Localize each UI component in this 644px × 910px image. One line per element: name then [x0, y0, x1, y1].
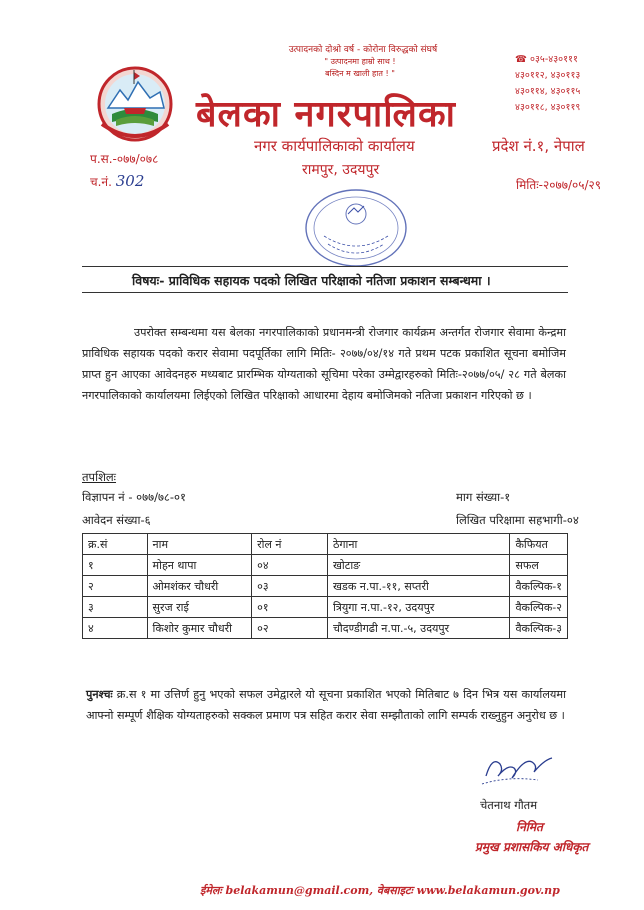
col-header-serial: क्र.सं	[83, 534, 148, 555]
email-label: ईमेलः	[200, 884, 222, 897]
signer-name: चेतनाथ गौतम	[480, 798, 538, 812]
body-paragraph: उपरोक्त सम्बन्धमा यस बेलका नगरपालिकाको प्रधानमन्त्री रोजगार कार्यक्रम अन्तर्गत रोजगार सेवामा केन्द्रमा प्राविधिक सहायक पदको करार सेवामा पदपूर्तिका लागि मितिः- २०७७/०४/१४ गते प्रथम पटक प्रकाशित सूचना बमोजिम प्राप्त हुन आएका आवेदनहरु मध्यबाट प्रारम्भिक योग्यताको सूचिमा परेका उम्मेद्वारहरुको मितिः-२०७७/०५/ २८ गते बेलका नगरपालिकाको कार्यालयमा लिईएको लिखित परिक्षाको आधारमा देहाय बमोजिमको नतिजा प्रकाशन गरिएको छ ।	[82, 326, 566, 402]
subject-bottom-rule	[82, 292, 568, 293]
cell-roll: ०३	[252, 576, 328, 597]
ps-number: प.स.-०७७/०७८	[90, 152, 159, 166]
cell-address: खडक न.पा.-११, सप्तरी	[327, 576, 510, 597]
table-row	[83, 555, 568, 576]
website-link[interactable]: www.belakamun.gov.np	[416, 884, 560, 897]
col-header-name: नाम	[147, 534, 252, 555]
subject-top-rule	[82, 266, 568, 267]
postscript-text: क्र.स १ मा उत्तिर्ण हुनु भएको सफल उमेद्वारले यो सूचना प्रकाशित भएको मितिबाट ७ दिन भित्र यस कार्यालयमा आफ्नो सम्पूर्ण शैक्षिक योग्यताहरुको सक्कल प्रमाण पत्र सहित करार सेवा सम्झौताको लागि सम्पर्क राख्नुहुन अनुरोध छ ।	[86, 688, 566, 722]
municipality-title: बेलका नगरपालिका	[196, 94, 456, 135]
footer-contact	[200, 883, 560, 898]
advertisement-number: विज्ञापन नं - ०७७/७८-०१	[82, 490, 187, 504]
cell-roll: ०१	[252, 597, 328, 618]
table-header-row	[83, 534, 568, 555]
cell-serial: २	[83, 576, 148, 597]
table-row	[83, 597, 568, 618]
cell-serial: ४	[83, 618, 148, 639]
nepal-emblem-logo	[94, 64, 176, 144]
cn-value: 302	[115, 172, 145, 190]
application-count: आवेदन संख्या-६	[82, 513, 151, 527]
cell-serial: १	[83, 555, 148, 576]
cell-remarks: सफल	[510, 555, 568, 576]
cell-address: त्रियुगा न.पा.-१२, उदयपुर	[327, 597, 510, 618]
cell-remarks: वैकल्पिक-१	[510, 576, 568, 597]
letter-subject: विषयः- प्राविधिक सहायक पदको लिखित परिक्षाको नतिजा प्रकाशन सम्बन्धमा ।	[132, 273, 491, 288]
result-table	[82, 533, 568, 639]
website-label: वेबसाइटः	[376, 884, 413, 897]
postscript-paragraph	[86, 684, 566, 726]
cell-address: खोटाङ	[327, 555, 510, 576]
cell-name: ओमशंकर चौधरी	[147, 576, 252, 597]
phone-line: ४३०११२, ४३०११३	[515, 70, 581, 81]
participant-count: लिखित परिक्षामा सहभागी-०४	[456, 513, 579, 527]
phone-line: ४३०११८, ४३०११९	[515, 102, 581, 113]
cell-remarks: वैकल्पिक-२	[510, 597, 568, 618]
office-seal-stamp	[298, 184, 414, 274]
letter-date: मितिः-२०७७/०५/२९	[516, 178, 601, 192]
cell-roll: ०४	[252, 555, 328, 576]
province-label: प्रदेश नं.१, नेपाल	[492, 137, 585, 155]
cell-name: मोहन थापा	[147, 555, 252, 576]
demand-count: माग संख्या-१	[456, 490, 511, 504]
phone-line: ४३०११४, ४३०११५	[515, 86, 581, 97]
cell-remarks: वैकल्पिक-३	[510, 618, 568, 639]
motto-quote-line2: बस्दिन म खाली हात ! "	[325, 69, 395, 78]
office-address: रामपुर, उदयपुर	[302, 162, 380, 178]
cell-serial: ३	[83, 597, 148, 618]
cn-label: च.नं.	[90, 175, 112, 189]
email-link[interactable]: belakamun@gmail.com,	[225, 884, 374, 897]
col-header-remarks: कैफियत	[510, 534, 568, 555]
cell-address: चौदण्डीगढी न.पा.-५, उदयपुर	[327, 618, 510, 639]
motto-quote-line1: " उत्पादनमा हाम्रो साथ !	[324, 57, 396, 66]
postscript-label: पुनश्चः	[86, 688, 113, 701]
tapsil-label: तपशिलः	[82, 470, 117, 484]
phone-list	[515, 52, 580, 116]
cn-number	[90, 172, 144, 190]
table-row	[83, 576, 568, 597]
phone-line: ☎ ०३५-४३०१११	[515, 52, 580, 68]
signer-post: प्रमुख प्रशासकिय अधिकृत	[475, 840, 589, 854]
cell-roll: ०२	[252, 618, 328, 639]
motto-line: उत्पादनको दोश्रो वर्ष - कोरोना विरुद्धको संघर्ष	[288, 45, 438, 55]
signature-mark	[478, 746, 558, 790]
cell-name: किशोर कुमार चौधरी	[147, 618, 252, 639]
signer-nimit: निमित	[516, 820, 543, 834]
office-name: नगर कार्यपालिकाको कार्यालय	[254, 137, 415, 155]
col-header-roll: रोल नं	[252, 534, 328, 555]
phone-icon: ☎	[515, 54, 527, 65]
table-row	[83, 618, 568, 639]
col-header-address: ठेगाना	[327, 534, 510, 555]
motto-quote	[290, 56, 430, 80]
cell-name: सुरज राई	[147, 597, 252, 618]
